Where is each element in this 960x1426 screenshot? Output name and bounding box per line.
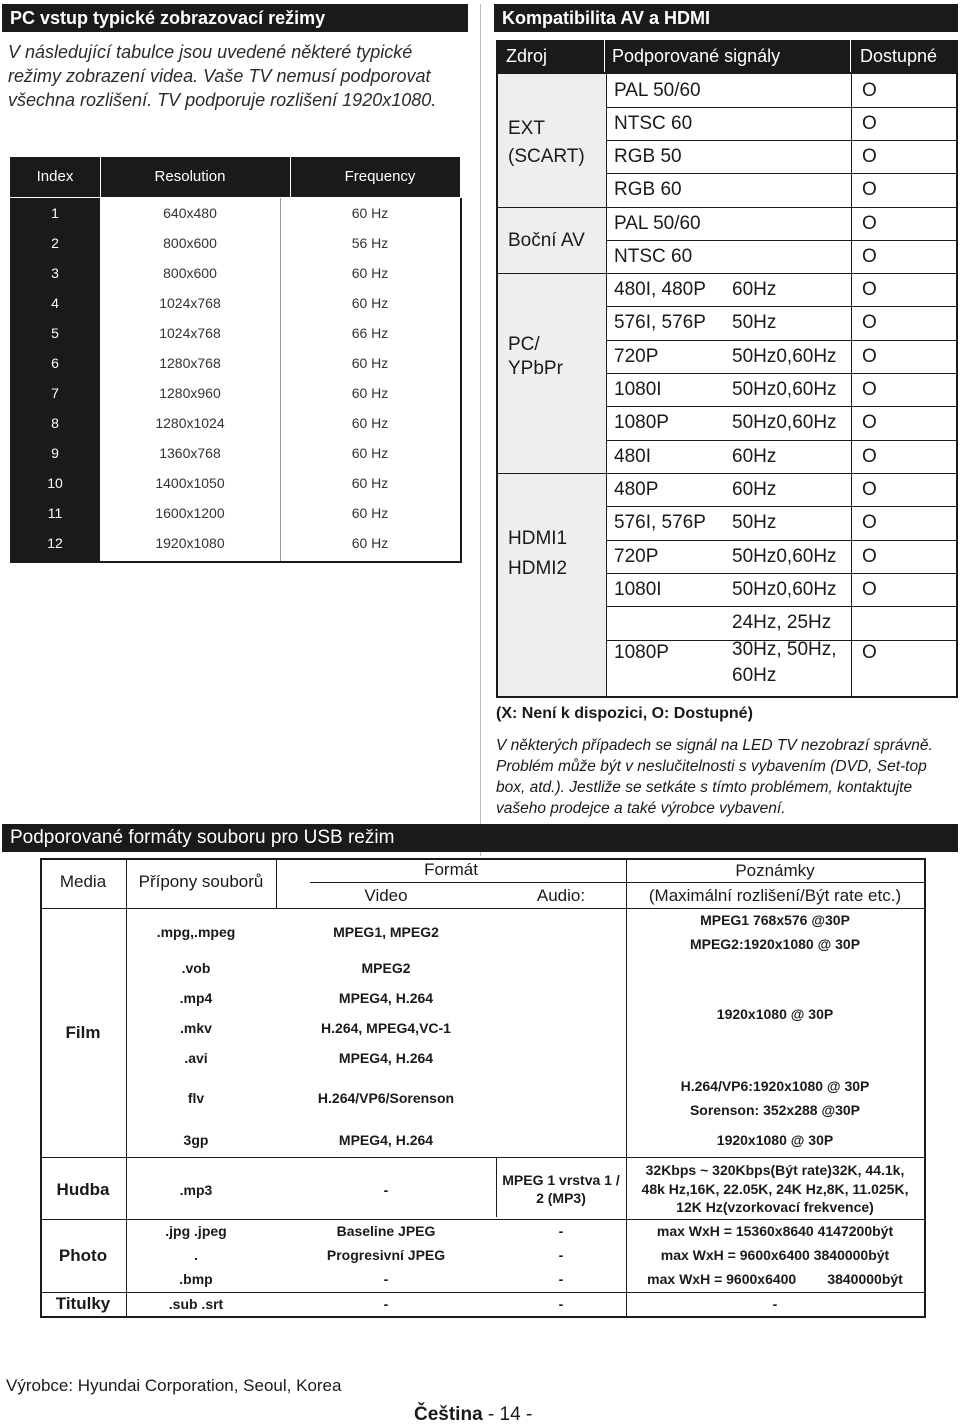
usb-media-titulky: Titulky <box>55 1294 111 1313</box>
av-freq: 60Hz <box>732 479 777 500</box>
usb-ext: .mpg,.mpeg <box>156 924 236 940</box>
av-freq: 50Hz0,60Hz <box>732 379 837 400</box>
av-signal: PAL 50/60 <box>614 80 701 101</box>
av-header-signals: Podporované signály <box>612 46 781 66</box>
usb-notes: max WxH = 9600x6400 3840000být <box>647 1271 903 1287</box>
av-available: O <box>862 479 877 500</box>
usb-media-hudba: Hudba <box>56 1180 110 1199</box>
usb-formats-table <box>40 858 926 1318</box>
av-freq: 50Hz0,60Hz <box>732 546 837 567</box>
usb-header-video: Video <box>364 886 408 905</box>
av-signal: 1080P <box>614 412 669 433</box>
av-freq: 30Hz, 50Hz, <box>732 639 837 660</box>
av-available: O <box>862 446 877 467</box>
av-signal: RGB 50 <box>614 146 682 167</box>
pc-header-frequency: Frequency <box>344 168 416 185</box>
av-header-source: Zdroj <box>506 46 548 66</box>
usb-audio: MPEG 1 vrstva 1 / <box>502 1172 620 1188</box>
page-index: - 14 - <box>482 1404 533 1425</box>
usb-header-format: Formát <box>424 860 478 879</box>
usb-notes: 1920x1080 @ 30P <box>716 1132 834 1148</box>
av-signal: 720P <box>614 546 659 567</box>
usb-ext: .vob <box>181 960 211 976</box>
pc-table-row: 7 1280x960 60 Hz <box>51 385 389 401</box>
pc-table-row: 2 800x600 56 Hz <box>51 235 389 251</box>
av-freq: 60Hz <box>732 665 777 686</box>
usb-notes: max WxH = 15360x8640 4147200být <box>656 1223 894 1239</box>
pc-table-row: 8 1280x1024 60 Hz <box>51 415 389 431</box>
av-note: V některých případech se signál na LED TV nezobrazí správně. Problém může být v neslučitelnosti s vybavením (DVD, Set-top box, atd.). Jestliže se setkáte s tímto problémem, kontaktujte vašeho prodejce a také výrobce vybavení. <box>496 737 933 817</box>
usb-notes: 1920x1080 @ 30P <box>716 1006 834 1022</box>
usb-video: - <box>383 1296 389 1312</box>
usb-video: MPEG4, H.264 <box>338 1132 434 1148</box>
av-group-ypbpr: YPbPr <box>508 358 563 379</box>
usb-video: H.264/VP6/Sorenson <box>317 1090 455 1106</box>
usb-notes: max WxH = 9600x6400 3840000být <box>660 1247 890 1263</box>
usb-notes: MPEG1 768x576 @30P <box>700 912 850 928</box>
av-signal: PAL 50/60 <box>614 213 701 234</box>
usb-ext: .sub .srt <box>168 1296 224 1312</box>
usb-header-ext: Přípony souborů <box>138 872 264 891</box>
av-available: O <box>862 346 877 367</box>
usb-video: MPEG4, H.264 <box>338 1050 434 1066</box>
av-signal: 480I, 480P <box>614 279 706 300</box>
av-group-hdmi1: HDMI1 <box>508 528 568 549</box>
usb-ext: .mp3 <box>179 1182 213 1198</box>
pc-header-index: Index <box>36 168 74 185</box>
av-legend: (X: Není k dispozici, O: Dostupné) <box>496 705 753 722</box>
pc-section-title: PC vstup typické zobrazovací režimy <box>2 4 468 32</box>
usb-notes: - <box>772 1296 778 1312</box>
usb-header-audio: Audio: <box>536 886 586 905</box>
manufacturer-note: Výrobce: Hyundai Corporation, Seoul, Korea <box>6 1376 342 1395</box>
usb-video: MPEG1, MPEG2 <box>333 924 439 940</box>
usb-header-media: Media <box>59 872 107 891</box>
pc-table-row: 1 640x480 60 Hz <box>51 205 389 221</box>
av-available: O <box>862 312 877 333</box>
pc-table-header <box>10 157 460 197</box>
usb-ext: .mp4 <box>179 990 213 1006</box>
usb-ext: . <box>194 1247 198 1263</box>
av-available: O <box>862 113 877 134</box>
av-freq: 50Hz0,60Hz <box>732 579 837 600</box>
av-signal: 576I, 576P <box>614 512 706 533</box>
usb-video: Baseline JPEG <box>336 1223 436 1239</box>
usb-video: MPEG2 <box>361 960 411 976</box>
av-group-pc: PC/ <box>508 334 540 355</box>
av-signal: NTSC 60 <box>614 246 693 267</box>
usb-notes: 12K Hz(vzorkovací frekvence) <box>676 1199 874 1215</box>
pc-table-body <box>10 198 462 563</box>
av-signal: RGB 60 <box>614 179 682 200</box>
usb-notes: 32Kbps ~ 320Kbps(Být rate)32K, 44.1k, <box>645 1162 905 1178</box>
usb-audio: - <box>558 1271 564 1287</box>
usb-video: H.264, MPEG4,VC-1 <box>321 1020 451 1036</box>
usb-video: - <box>383 1182 389 1198</box>
usb-video: MPEG4, H.264 <box>338 990 434 1006</box>
av-available: O <box>862 546 877 567</box>
usb-ext: .jpg .jpeg <box>165 1223 227 1239</box>
usb-section-title: Podporované formáty souboru pro USB režim <box>2 824 958 852</box>
usb-audio: - <box>558 1247 564 1263</box>
usb-audio: - <box>558 1223 564 1239</box>
av-available: O <box>862 642 877 663</box>
av-signal: 480P <box>614 479 659 500</box>
av-available: O <box>862 412 877 433</box>
av-table-header <box>496 40 958 72</box>
av-available: O <box>862 213 877 234</box>
usb-audio: 2 (MP3) <box>536 1190 586 1206</box>
page-number <box>414 1404 532 1426</box>
pc-header-resolution: Resolution <box>154 168 226 185</box>
usb-ext: .mkv <box>180 1020 212 1036</box>
av-freq: 50Hz0,60Hz <box>732 346 837 367</box>
av-freq: 50Hz <box>732 312 777 333</box>
av-available: O <box>862 146 877 167</box>
av-group-hdmi2: HDMI2 <box>508 558 568 579</box>
av-freq: 50Hz0,60Hz <box>732 412 837 433</box>
av-available: O <box>862 512 877 533</box>
av-available: O <box>862 579 877 600</box>
pc-section-intro: V následující tabulce jsou uvedené některé typické režimy zobrazení videa. Vaše TV nemusí podporovat všechna rozlišení. TV podporuje rozlišení 1920x1080. <box>8 42 437 110</box>
av-freq: 50Hz <box>732 512 777 533</box>
av-signal: 1080I <box>614 579 662 600</box>
av-group-scart: (SCART) <box>508 146 585 167</box>
usb-ext: .bmp <box>179 1271 213 1287</box>
pc-table-row: 12 1920x1080 60 Hz <box>47 535 389 551</box>
av-section-title: Kompatibilita AV a HDMI <box>494 4 958 32</box>
av-freq: 60Hz <box>732 446 777 467</box>
av-compat-table <box>496 40 958 698</box>
pc-table-row: 10 1400x1050 60 Hz <box>47 475 389 491</box>
usb-notes: MPEG2:1920x1080 @ 30P <box>689 936 861 952</box>
pc-table-row: 9 1360x768 60 Hz <box>51 445 389 461</box>
av-freq: 24Hz, 25Hz <box>732 612 832 633</box>
column-divider <box>480 4 481 856</box>
av-header-available: Dostupné <box>860 46 938 66</box>
av-available: O <box>862 279 877 300</box>
pc-table-row: 4 1024x768 60 Hz <box>51 295 389 311</box>
usb-ext: .avi <box>184 1050 208 1066</box>
av-signal: 1080P <box>614 642 669 663</box>
av-signal: 1080I <box>614 379 662 400</box>
usb-ext: 3gp <box>183 1132 209 1148</box>
pc-table-row: 11 1600x1200 60 Hz <box>47 505 389 521</box>
av-signal: 576I, 576P <box>614 312 706 333</box>
page-language: Čeština <box>414 1404 483 1425</box>
pc-table-row: 6 1280x768 60 Hz <box>51 355 389 371</box>
av-signal: 480I <box>614 446 651 467</box>
usb-ext: flv <box>187 1090 205 1106</box>
usb-header-notes-sub: (Maximální rozlišení/Být rate etc.) <box>648 886 902 905</box>
av-signal: 720P <box>614 346 659 367</box>
av-available: O <box>862 379 877 400</box>
av-available: O <box>862 179 877 200</box>
usb-notes: H.264/VP6:1920x1080 @ 30P <box>680 1078 870 1094</box>
av-signal: NTSC 60 <box>614 113 693 134</box>
pc-table-row: 3 800x600 60 Hz <box>51 265 389 281</box>
av-freq: 60Hz <box>732 279 777 300</box>
av-available: O <box>862 80 877 101</box>
usb-header-notes: Poznámky <box>735 861 815 880</box>
usb-media-film: Film <box>65 1023 101 1042</box>
usb-video: Progresivní JPEG <box>326 1247 446 1263</box>
usb-notes: Sorenson: 352x288 @30P <box>689 1102 861 1118</box>
av-group-bocni: Boční AV <box>508 230 585 251</box>
usb-audio: - <box>558 1296 564 1312</box>
usb-media-photo: Photo <box>58 1246 108 1265</box>
pc-table-row: 5 1024x768 66 Hz <box>51 325 389 341</box>
av-group-ext: EXT <box>508 118 545 139</box>
usb-video: - <box>383 1271 389 1287</box>
av-available: O <box>862 246 877 267</box>
usb-notes: 48k Hz,16K, 22.05K, 24K Hz,8K, 11.025K, <box>641 1181 909 1197</box>
